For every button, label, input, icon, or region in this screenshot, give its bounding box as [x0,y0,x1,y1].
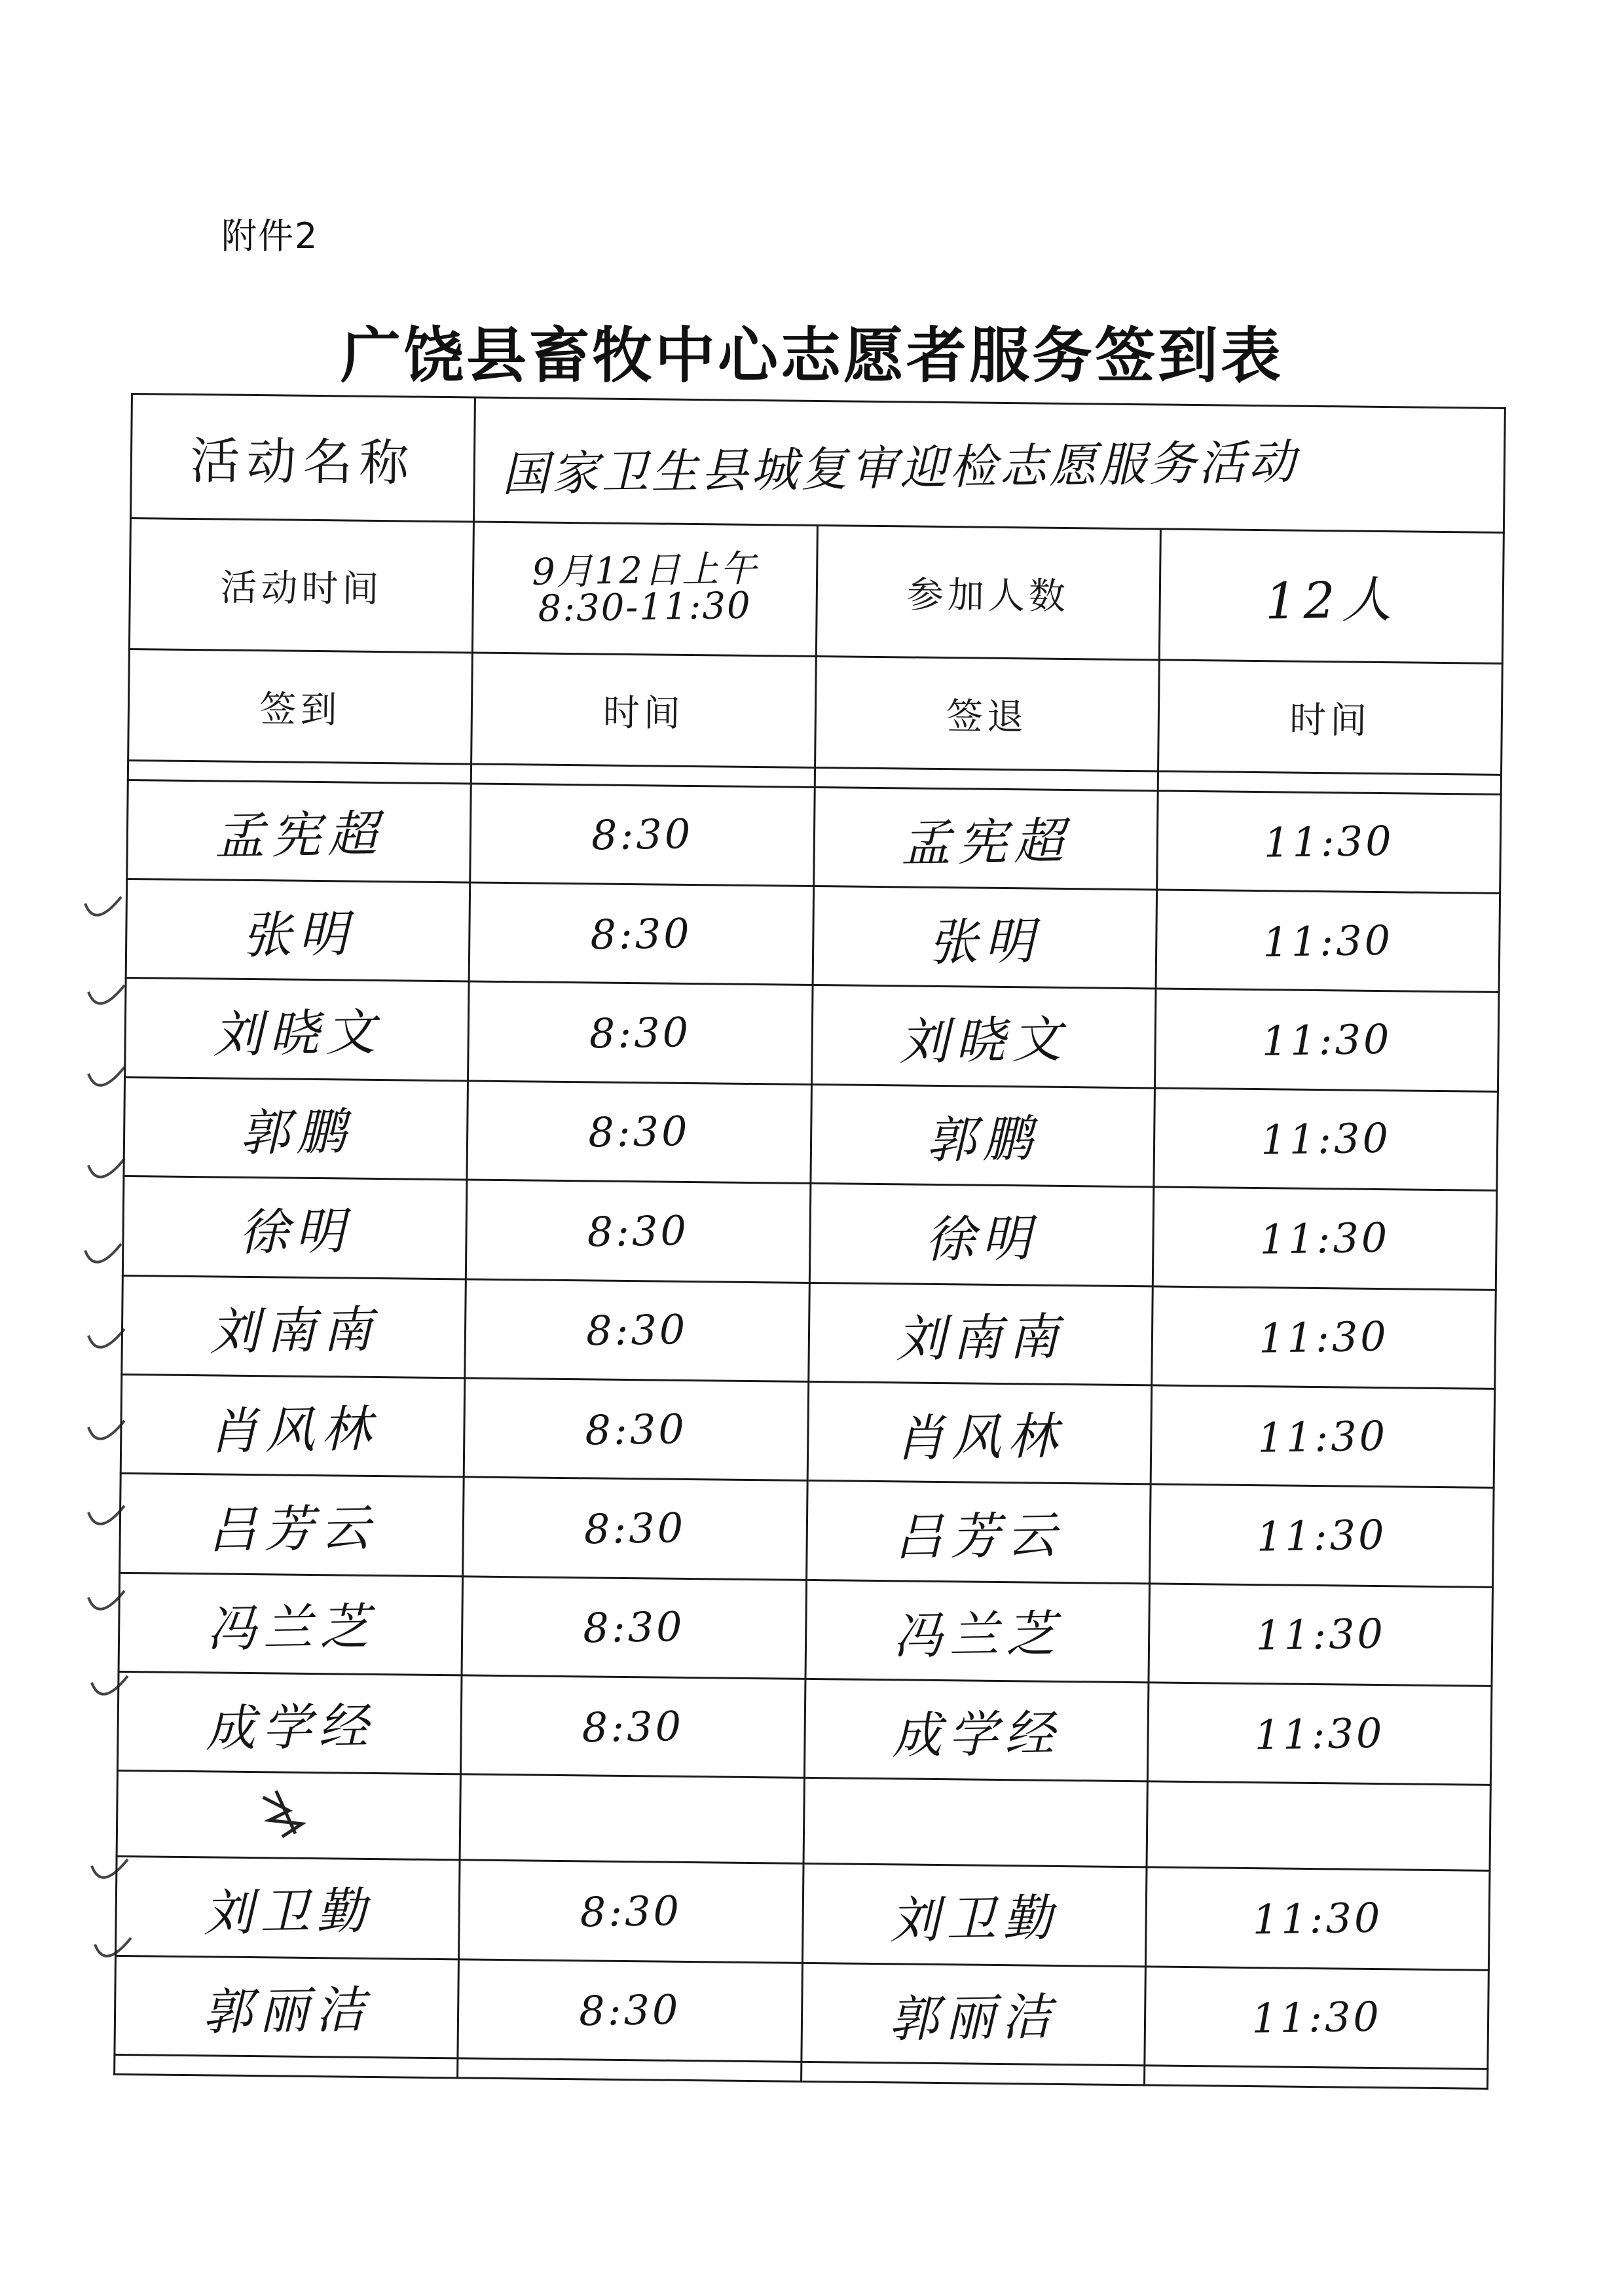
signout-name: 刘晓文 [898,1010,1069,1071]
signin-time: 8:30 [585,1404,688,1454]
table-row [116,1857,1490,1970]
signout-name: 成学经 [891,1704,1061,1765]
check-mark-icon [85,1244,121,1262]
signout-name: 郭丽洁 [888,1988,1059,2049]
column-header-row [128,649,1503,774]
table-row [120,1474,1494,1587]
check-mark-icon [88,1329,124,1347]
table-row [122,1176,1496,1290]
signin-name: 郭丽洁 [202,1980,372,2042]
signin-name: 刘南南 [209,1300,379,1361]
signout-time: 11:30 [1252,1893,1383,1944]
table-row [122,1275,1496,1389]
activity-name-value: 国家卫生县城复审迎检志愿服务活动 [501,433,1299,501]
signin-name: 刘卫勤 [202,1881,373,1942]
activity-time-range: 8:30-11:30 [537,584,752,630]
signout-name: 肖风林 [894,1406,1065,1468]
table-row [117,1771,1490,1871]
table-row [115,1956,1488,2069]
signin-name: 冯兰芝 [206,1597,376,1658]
signin-time: 8:30 [589,1008,692,1058]
signin-name: 成学经 [204,1696,375,1758]
participant-count-label: 参加人数 [906,573,1070,618]
activity-time-value-cell [473,522,817,656]
participant-count-value: 12人 [1264,570,1399,630]
participant-count-value-cell [1159,529,1504,663]
signin-table [113,393,1506,2090]
signout-time: 11:30 [1262,916,1393,966]
signout-name: 吕芳云 [893,1505,1063,1567]
signin-time: 8:30 [582,1603,686,1652]
check-mark-icon [88,1067,124,1085]
activity-time-row [129,519,1504,664]
signin-time: 8:30 [583,1503,686,1554]
signout-name: 冯兰芝 [892,1604,1063,1666]
column-header-signin-time: 时间 [602,691,685,735]
column-header-signin: 签到 [259,687,341,731]
attachment-label: 附件2 [221,215,319,257]
signin-name: 张明 [241,904,355,964]
signout-time: 11:30 [1257,1412,1388,1462]
activity-time-label: 活动时间 [220,566,383,611]
signout-name: 刘卫勤 [889,1888,1060,1950]
signin-time: 8:30 [581,1702,684,1751]
activity-name-label: 活动名称 [190,431,416,492]
table-row [124,1077,1498,1190]
activity-date: 9月12日上午 [532,547,758,594]
signin-sheet [113,393,1506,2090]
table-row [126,879,1500,993]
signin-name: 刘晓文 [212,1002,382,1064]
signout-time: 11:30 [1261,1015,1393,1065]
check-mark-icon [88,1159,124,1177]
signin-name: 徐明 [238,1201,352,1262]
activity-name-row [130,394,1505,533]
activity-name-value-cell [474,397,1505,532]
column-header-signout-time: 时间 [1289,699,1371,742]
table-row [117,1671,1491,1785]
signout-time: 11:30 [1260,1114,1392,1165]
activity-name-label-cell [130,394,475,522]
signout-time: 11:30 [1256,1510,1388,1561]
signout-name: 孟宪超 [900,812,1071,873]
signin-time: 8:30 [591,810,694,860]
signin-time: 8:30 [587,1107,691,1157]
scribble-mark-icon [249,1784,328,1844]
signout-time: 11:30 [1254,1709,1385,1759]
signin-name: 孟宪超 [214,805,384,866]
signout-name: 张明 [927,911,1042,972]
signin-time: 8:30 [590,909,693,959]
check-mark-icon [88,985,124,1004]
participant-count-label-cell [816,525,1160,659]
table-row [119,1573,1492,1686]
signin-time: 8:30 [587,1206,690,1256]
signout-name: 郭鹏 [925,1109,1040,1170]
table-row [125,978,1499,1091]
signin-time: 8:30 [585,1305,689,1355]
check-mark-icon [88,1421,124,1439]
signout-time: 11:30 [1255,1609,1386,1660]
signout-time: 11:30 [1258,1312,1390,1362]
signout-time: 11:30 [1251,1992,1382,2043]
signin-time: 8:30 [580,1886,682,1937]
signin-name: 吕芳云 [206,1498,377,1559]
signin-time: 8:30 [578,1986,682,2035]
signout-time: 11:30 [1259,1213,1390,1264]
signout-name: 刘南南 [895,1307,1065,1368]
page-title: 广饶县畜牧中心志愿者服务签到表 [340,320,1283,391]
check-mark-icon [85,897,121,915]
activity-time-label-cell [129,519,473,653]
signout-name: 徐明 [925,1209,1039,1269]
signout-time: 11:30 [1263,817,1395,867]
table-row [127,780,1501,893]
table-row [120,1374,1494,1487]
signin-name: 郭鹏 [239,1102,353,1163]
signin-name: 肖风林 [208,1399,378,1461]
column-header-signout: 签退 [946,695,1028,738]
